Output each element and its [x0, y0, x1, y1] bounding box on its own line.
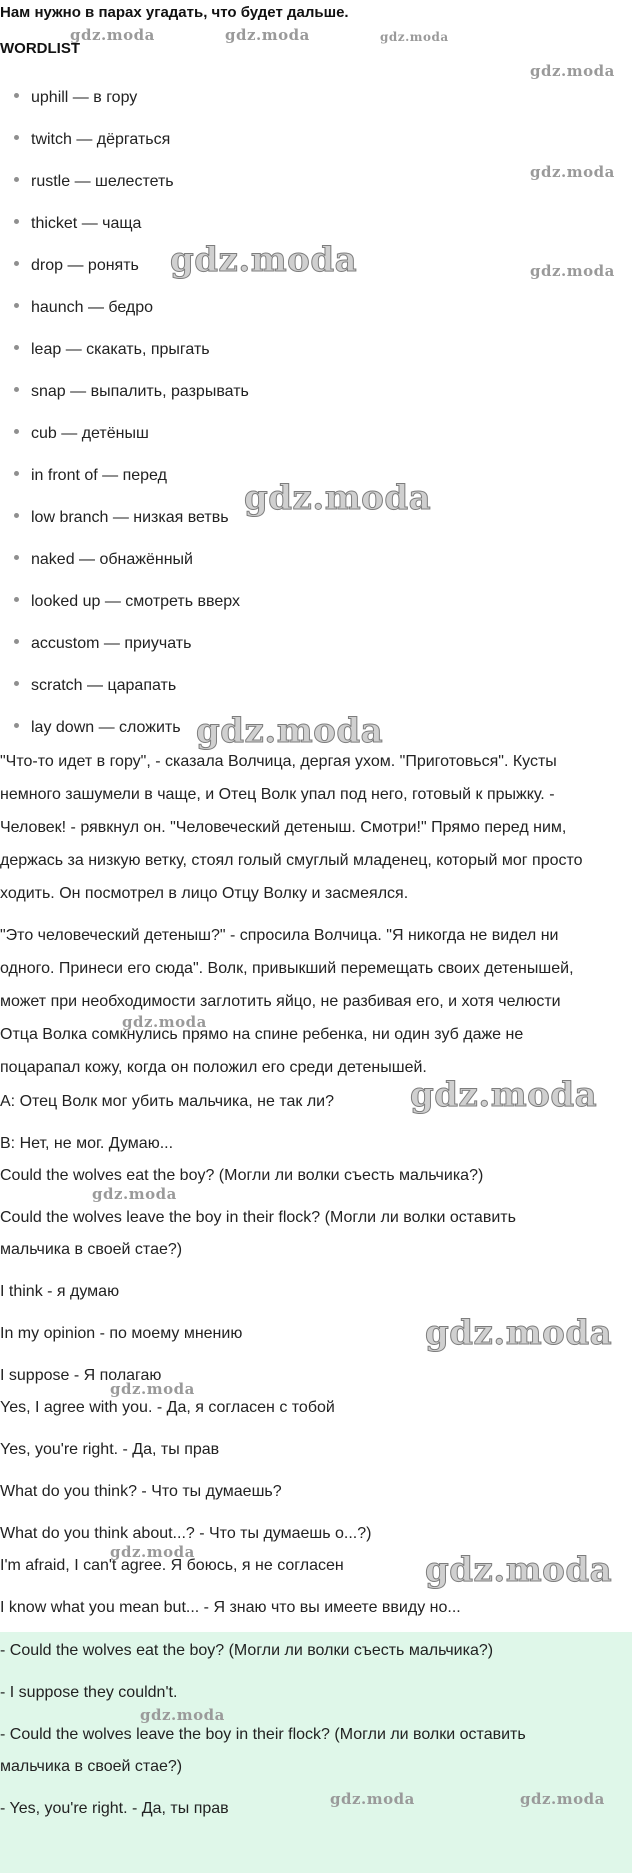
wordlist-item: thicket — чаща: [14, 215, 141, 233]
story-line: держась за низкую ветку, стоял голый смуглый младенец, который мог просто: [0, 852, 583, 869]
phrase-line: Yes, I agree with you. - Да, я согласен с тобой: [0, 1399, 335, 1416]
dialogue-line: A: Отец Волк мог убить мальчика, не так ли?: [0, 1093, 334, 1110]
wordlist-item: accustom — приучать: [14, 635, 191, 653]
watermark: gdz.moda: [196, 711, 384, 751]
story-line: "Это человеческий детеныш?" - спросила Волчица. "Я никогда не видел ни: [0, 927, 559, 944]
watermark: gdz.moda: [530, 163, 615, 181]
bullet-icon: [14, 471, 19, 476]
story-line: Человек! - рявкнул он. "Человеческий детеныш. Смотри!" Прямо перед ним,: [0, 819, 567, 836]
phrase-line: What do you think? - Что ты думаешь?: [0, 1483, 282, 1500]
phrase-line: Yes, you're right. - Да, ты прав: [0, 1441, 220, 1458]
wordlist-item: lay down — сложить: [14, 719, 181, 737]
watermark: gdz.moda: [110, 1380, 195, 1398]
phrase-line: Could the wolves eat the boy? (Могли ли волки съесть мальчика?): [0, 1167, 484, 1184]
phrase-line: I know what you mean but... - Я знаю что вы имеете ввиду но...: [0, 1599, 461, 1616]
bullet-icon: [14, 555, 19, 560]
story-paragraph-2: [0, 919, 630, 1084]
story-line: ходить. Он посмотрел в лицо Отцу Волку и засмеялся.: [0, 885, 409, 902]
bullet-icon: [14, 723, 19, 728]
story-line: одного. Принеси его сюда". Волк, привыкший перемещать своих детенышей,: [0, 960, 574, 977]
wordlist-heading: WORDLIST: [0, 40, 80, 57]
bullet-icon: [14, 135, 19, 140]
story-line: Отца Волка сомкнулись прямо на спине ребенка, ни один зуб даже не: [0, 1026, 524, 1043]
wordlist-item: drop — ронять: [14, 257, 139, 275]
bullet-icon: [14, 681, 19, 686]
wordlist-item: looked up — смотреть вверх: [14, 593, 240, 611]
bullet-icon: [14, 429, 19, 434]
task-instruction: Нам нужно в парах угадать, что будет дальше.: [0, 4, 349, 21]
watermark: gdz.moda: [244, 478, 432, 518]
wordlist-item: cub — детёныш: [14, 425, 149, 443]
watermark: gdz.moda: [70, 26, 155, 44]
answer-line: мальчика в своей стае?): [0, 1758, 183, 1775]
watermark: gdz.moda: [92, 1185, 177, 1203]
answer-line: - Could the wolves leave the boy in their flock? (Могли ли волки оставить: [0, 1726, 526, 1743]
wordlist-item: naked — обнажённый: [14, 551, 193, 569]
bullet-icon: [14, 219, 19, 224]
answer-block: [0, 1632, 632, 1873]
answer-line: - Could the wolves eat the boy? (Могли ли волки съесть мальчика?): [0, 1642, 494, 1659]
wordlist-item: haunch — бедро: [14, 299, 153, 317]
bullet-icon: [14, 303, 19, 308]
wordlist-item: snap — выпалить, разрывать: [14, 383, 249, 401]
story-line: немного зашумели в чаще, и Отец Волк упал под него, готовый к прыжку. -: [0, 786, 555, 803]
bullet-icon: [14, 513, 19, 518]
watermark: gdz.moda: [170, 240, 358, 280]
phrase-line: I'm afraid, I can't agree. Я боюсь, я не согласен: [0, 1557, 344, 1574]
wordlist-item: leap — скакать, прыгать: [14, 341, 210, 359]
watermark: gdz.moda: [225, 26, 310, 44]
watermark: gdz.moda: [520, 1790, 605, 1808]
phrase-line: I suppose - Я полагаю: [0, 1367, 162, 1384]
bullet-icon: [14, 387, 19, 392]
answer-line: - Yes, you're right. - Да, ты прав: [0, 1800, 229, 1817]
watermark: gdz.moda: [530, 262, 615, 280]
phrase-line: In my opinion - по моему мнению: [0, 1325, 243, 1342]
watermark: gdz.moda: [140, 1706, 225, 1724]
bullet-icon: [14, 261, 19, 266]
watermark: gdz.moda: [380, 30, 449, 44]
bullet-icon: [14, 177, 19, 182]
watermark: gdz.moda: [330, 1790, 415, 1808]
wordlist-item: rustle — шелестеть: [14, 173, 174, 191]
wordlist-item: low branch — низкая ветвь: [14, 509, 229, 527]
dialogue-line: B: Нет, не мог. Думаю...: [0, 1135, 174, 1152]
bullet-icon: [14, 93, 19, 98]
wordlist-item: twitch — дёргаться: [14, 131, 170, 149]
watermark: gdz.moda: [110, 1543, 195, 1561]
watermark: gdz.moda: [122, 1013, 207, 1031]
wordlist-item: in front of — перед: [14, 467, 167, 485]
phrase-line: мальчика в своей стае?): [0, 1241, 183, 1258]
bullet-icon: [14, 639, 19, 644]
wordlist-item: scratch — царапать: [14, 677, 176, 695]
phrase-line: I think - я думаю: [0, 1283, 120, 1300]
watermark: gdz.moda: [425, 1550, 613, 1590]
watermark: gdz.moda: [425, 1313, 613, 1353]
watermark: gdz.moda: [410, 1075, 598, 1115]
story-line: "Что-то идет в гору", - сказала Волчица, дергая ухом. "Приготовься". Кусты: [0, 753, 557, 770]
story-line: может при необходимости заглотить яйцо, не разбивая его, и хотя челюсти: [0, 993, 561, 1010]
story-paragraph-1: [0, 745, 630, 910]
bullet-icon: [14, 597, 19, 602]
story-line: поцарапал кожу, когда он положил его среди детенышей.: [0, 1059, 427, 1076]
watermark: gdz.moda: [530, 62, 615, 80]
answer-line: - I suppose they couldn't.: [0, 1684, 178, 1701]
phrase-line: Could the wolves leave the boy in their flock? (Могли ли волки оставить: [0, 1209, 516, 1226]
bullet-icon: [14, 345, 19, 350]
wordlist-item: uphill — в гору: [14, 89, 137, 107]
phrase-line: What do you think about...? - Что ты думаешь о...?): [0, 1525, 372, 1542]
